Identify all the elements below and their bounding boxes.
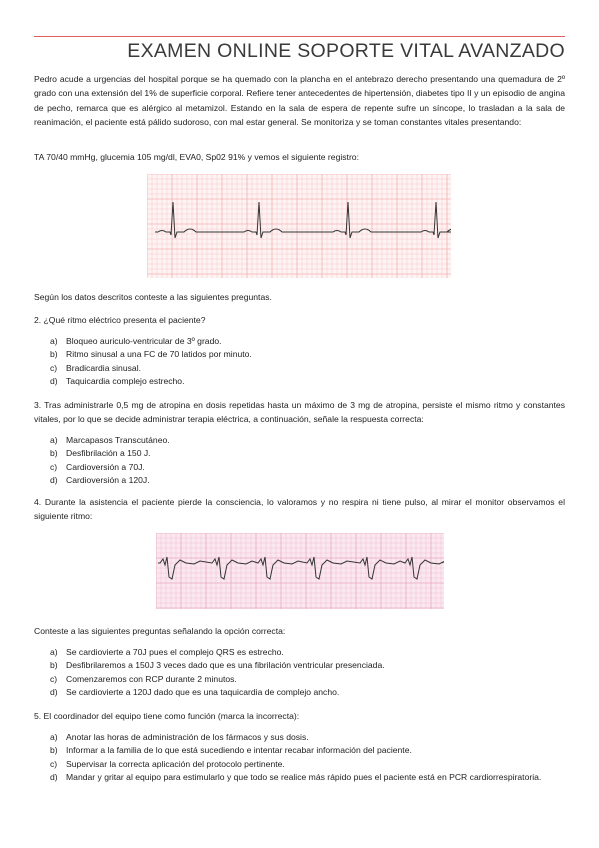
option-5a[interactable] — [50, 731, 565, 744]
option-text: Bloqueo auriculo-ventricular de 3º grado. — [66, 336, 222, 346]
instruction-1: Según los datos descritos conteste a las siguientes preguntas. — [34, 292, 272, 302]
option-text: Desfibrilaremos a 150J 3 veces dado que es una fibrilación ventricular presenciada. — [66, 660, 385, 671]
option-5d[interactable] — [50, 771, 565, 784]
option-text: Comenzaremos con RCP durante 2 minutos. — [66, 673, 237, 684]
ecg-strip-2 — [156, 533, 444, 609]
option-letter: a) — [50, 435, 58, 445]
question-4-options — [50, 646, 565, 700]
question-5-options — [50, 731, 565, 785]
option-text: Informar a la familia de lo que está sucediendo e intentar recabar información del paciente. — [66, 745, 412, 756]
option-text: Cardioversión a 120J. — [66, 475, 150, 486]
header-rule — [34, 36, 565, 37]
option-text: Mandar y gritar al equipo para estimularlo y que todo se realice más rápido pues el paciente está en PCR cardiorrespiratoria. — [66, 772, 542, 783]
ecg-strip-2-background — [156, 533, 444, 609]
option-text: Se cardiovierte a 120J dado que es una taquicardia de complejo ancho. — [66, 687, 340, 698]
question-2-options — [50, 335, 565, 389]
case-intro: Pedro acude a urgencias del hospital porque se ha quemado con la plancha en el antebrazo derecho presentando una quemadura de 2º grado con una extensión del 1% de superficie corporal. Refiere tener antecedentes de hipertensión, diabetes tipo II y un episodio de angina de pecho, remarca que es alérgico al metamizol. Estando en la sala de espera de repente sufre un síncope, lo trasladan a la sala de reanimación, el paciente está pálido sudoroso, con mal estar general. Se monitoriza y se toman constantes vitales presentando: — [34, 74, 565, 128]
option-text: Bradicardia sinusal. — [66, 362, 141, 373]
option-2d[interactable] — [50, 375, 565, 388]
option-letter: a) — [50, 732, 58, 742]
option-text: Ritmo sinusal a una FC de 70 latidos por minuto. — [66, 349, 252, 360]
option-4b[interactable] — [50, 659, 565, 672]
option-2c[interactable] — [50, 362, 565, 375]
option-3a[interactable] — [50, 434, 565, 447]
option-4c[interactable] — [50, 673, 565, 686]
option-text: Cardioversión a 70J. — [66, 461, 145, 472]
question-3-text: 3. Tras administrarle 0,5 mg de atropina en dosis repetidas hasta un máximo de 3 mg de atropina, persiste el mismo ritmo y constantes vitales, por lo que se decide administrar terapia eléctrica, a continuación, señale la respuesta correcta: — [34, 400, 565, 425]
question-5-text: 5. El coordinador del equipo tiene como función (marca la incorrecta): — [34, 711, 300, 721]
option-letter: c) — [50, 758, 58, 769]
option-letter: a) — [50, 647, 58, 657]
option-text: Taquicardia complejo estrecho. — [66, 376, 185, 387]
option-letter: d) — [50, 687, 58, 698]
option-text: Marcapasos Transcutáneo. — [66, 435, 170, 445]
option-letter: c) — [50, 362, 58, 373]
option-letter: c) — [50, 673, 58, 684]
option-3b[interactable] — [50, 447, 565, 460]
page-title: EXAMEN ONLINE SOPORTE VITAL AVANZADO — [127, 40, 565, 62]
ecg-strip-1 — [147, 174, 451, 278]
option-text: Anotar las horas de administración de los fármacos y sus dosis. — [66, 732, 309, 742]
option-5c[interactable] — [50, 758, 565, 771]
option-letter: b) — [50, 349, 58, 360]
option-letter: d) — [50, 475, 58, 486]
question-2-text: 2. ¿Qué ritmo eléctrico presenta el paciente? — [34, 315, 206, 325]
option-letter: d) — [50, 772, 58, 783]
option-text: Supervisar la correcta aplicación del protocolo pertinente. — [66, 758, 285, 769]
question-4-instruction: Conteste a las siguientes preguntas señalando la opción correcta: — [34, 626, 286, 636]
option-3d[interactable] — [50, 474, 565, 487]
question-3-options — [50, 434, 565, 488]
option-letter: d) — [50, 376, 58, 387]
option-letter: b) — [50, 660, 58, 671]
option-2b[interactable] — [50, 348, 565, 361]
vital-signs: TA 70/40 mmHg, glucemia 105 mg/dl, EVA0, Sp02 91% y vemos el siguiente registro: — [34, 152, 359, 162]
option-4d[interactable] — [50, 686, 565, 699]
question-4-text: 4. Durante la asistencia el paciente pierde la consciencia, lo valoramos y no respira ni tiene pulso, al mirar el monitor observamos el siguiente ritmo: — [34, 497, 565, 522]
option-letter: b) — [50, 448, 58, 459]
option-letter: b) — [50, 745, 58, 756]
option-4a[interactable] — [50, 646, 565, 659]
option-3c[interactable] — [50, 461, 565, 474]
option-letter: c) — [50, 461, 58, 472]
ecg-strip-1-background — [147, 174, 451, 278]
option-5b[interactable] — [50, 744, 565, 757]
option-letter: a) — [50, 336, 58, 346]
option-2a[interactable] — [50, 335, 565, 348]
option-text: Desfibrilación a 150 J. — [66, 448, 151, 459]
option-text: Se cardiovierte a 70J pues el complejo QRS es estrecho. — [66, 647, 284, 657]
